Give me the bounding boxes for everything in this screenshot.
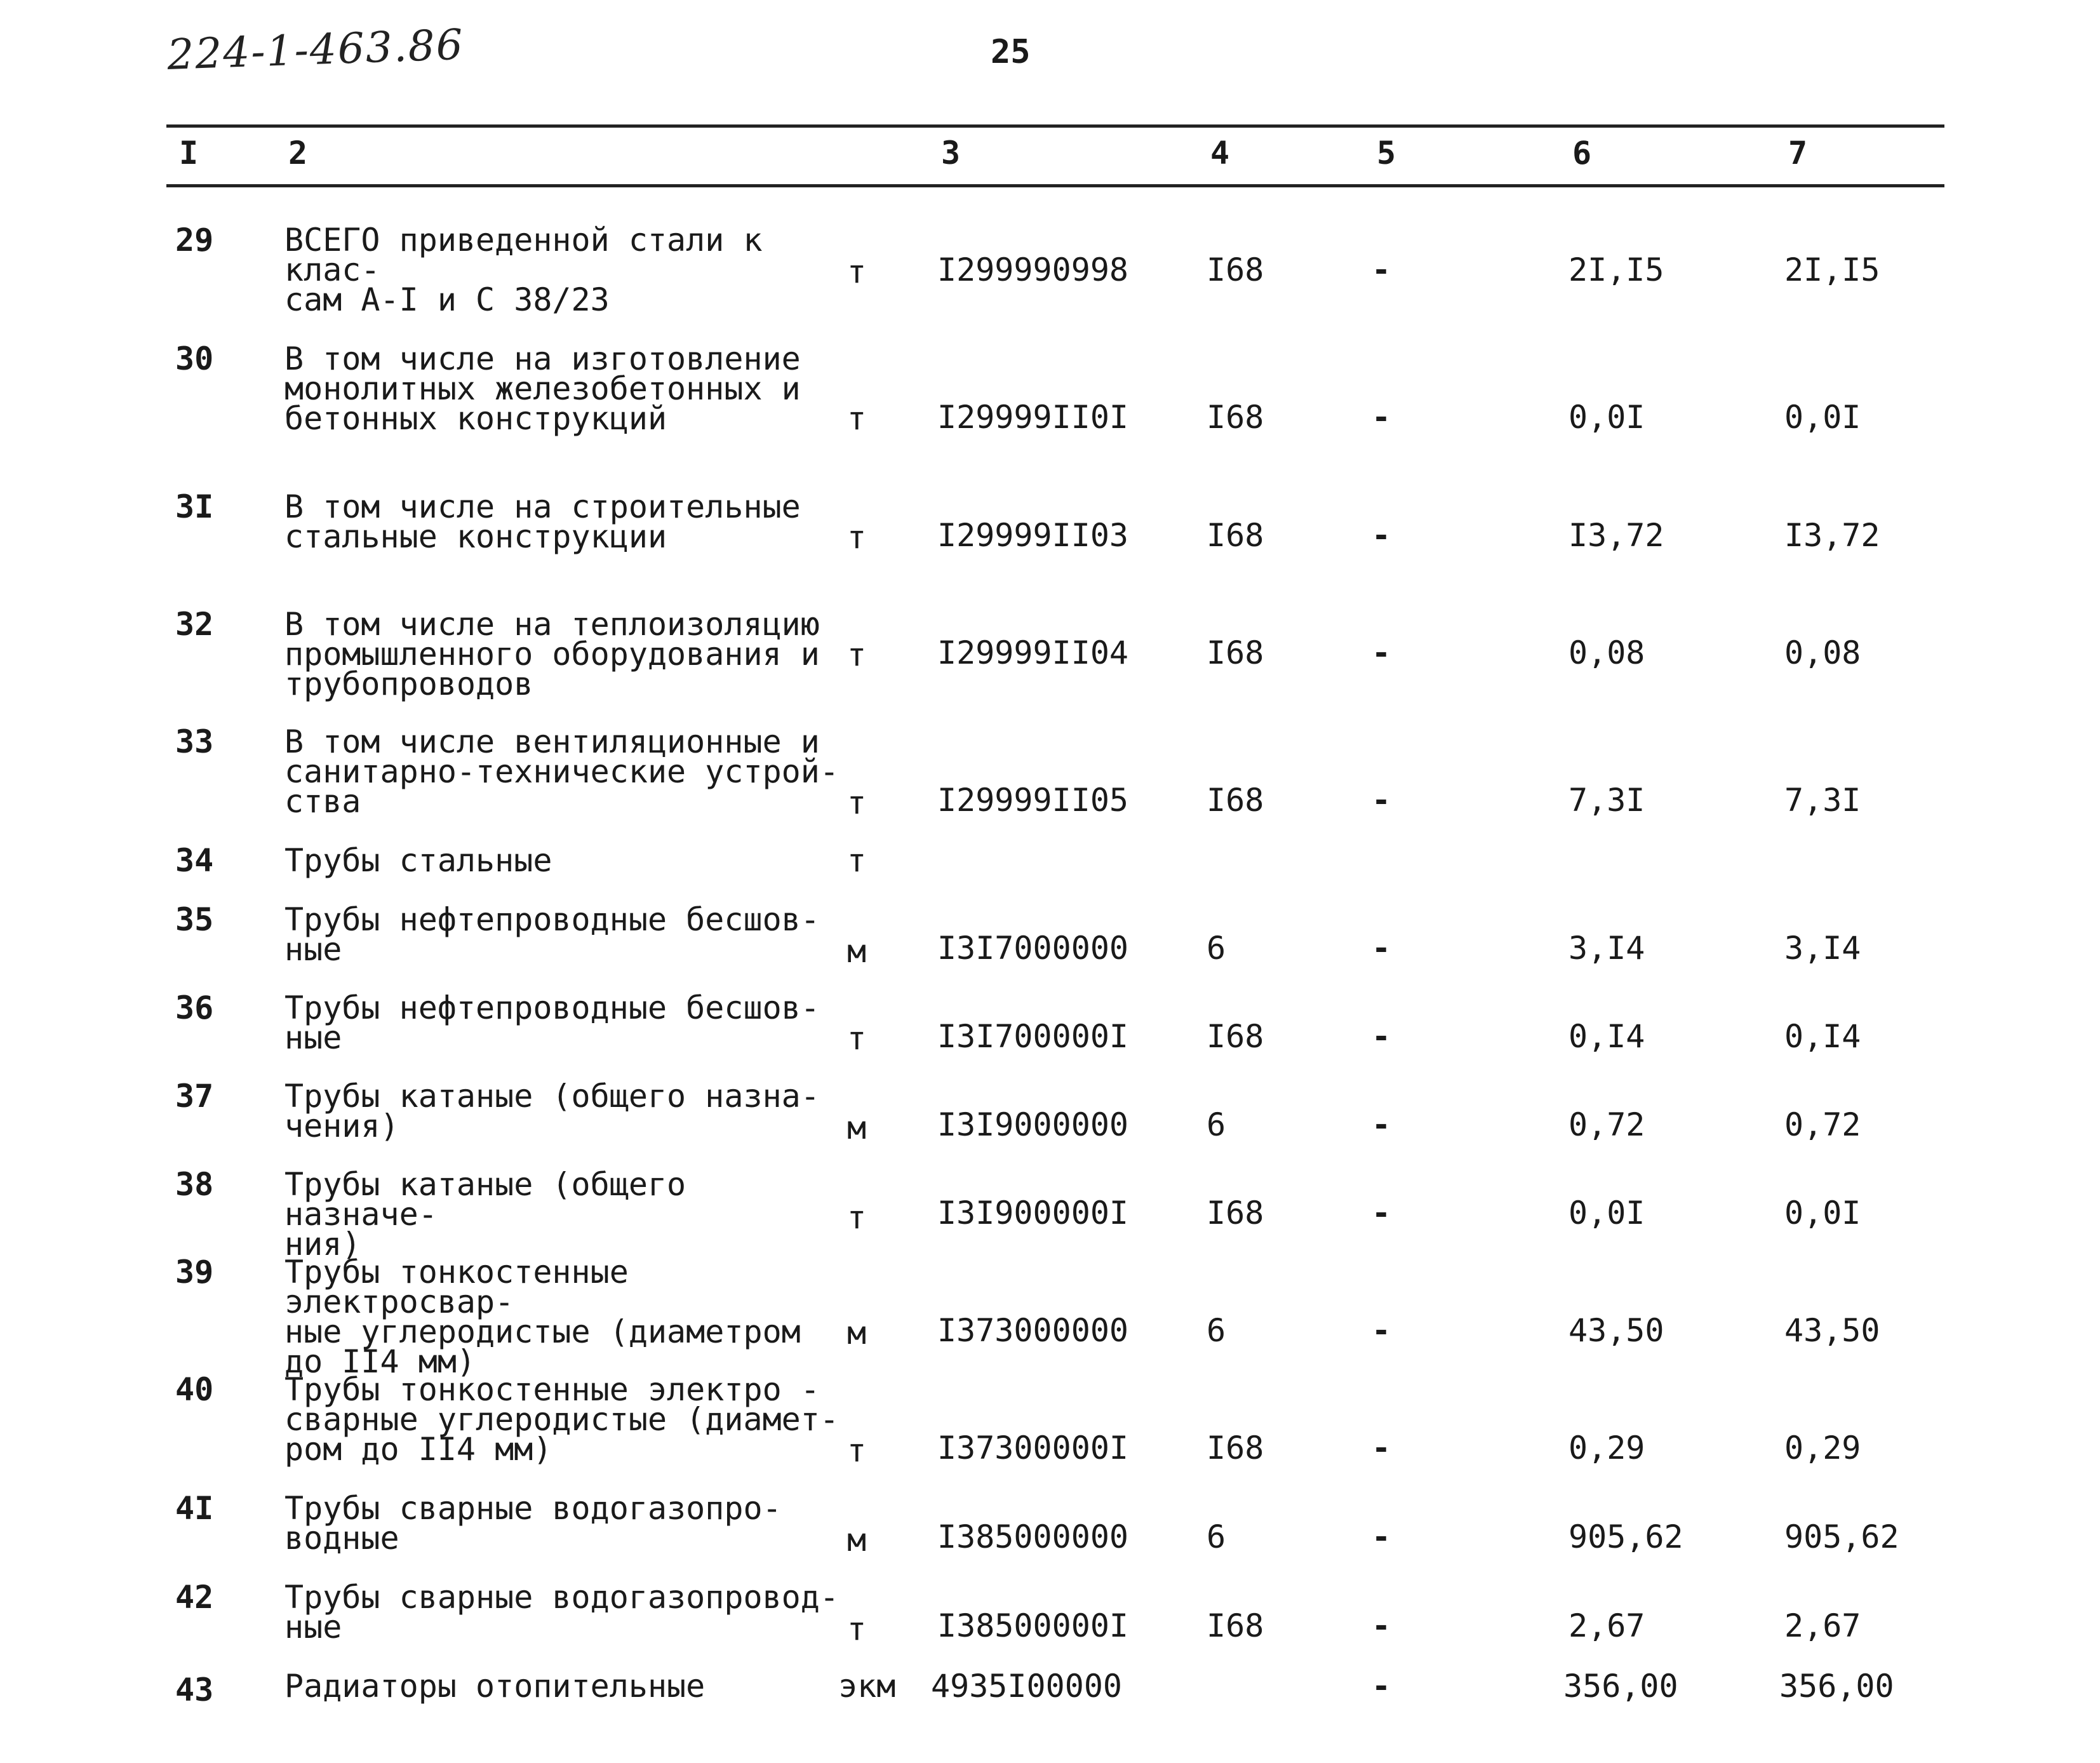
row-code: I299990998 [937, 251, 1129, 288]
row-number: 36 [175, 989, 214, 1026]
row-number: 33 [175, 723, 214, 760]
row-col-5: - [1372, 1106, 1391, 1143]
row-name: В том числе на строительные стальные конструкции [284, 488, 801, 555]
header-col-1: I [179, 135, 199, 171]
row-col-4: 6 [1207, 930, 1226, 967]
row-col-7: 905,62 [1784, 1518, 1899, 1555]
table-header [0, 135, 2100, 179]
row-col-7: 3,I4 [1784, 930, 1861, 967]
row-col-7: 0,72 [1784, 1106, 1861, 1143]
row-col-4: 6 [1207, 1106, 1226, 1143]
row-number: 32 [175, 606, 214, 643]
row-name: Трубы тонкостенные электро - сварные углеродистые (диамет- ром до II4 мм) [284, 1371, 839, 1468]
row-col-5: - [1372, 399, 1391, 436]
row-col-6: 0,72 [1568, 1106, 1645, 1143]
row-col-5: - [1372, 1430, 1391, 1466]
row-col-5: - [1372, 1018, 1391, 1055]
row-number: 29 [175, 222, 214, 258]
row-col-4: I68 [1207, 517, 1264, 554]
row-number: 3I [175, 488, 214, 525]
row-col-6: 356,00 [1563, 1668, 1678, 1705]
row-col-5: - [1372, 1668, 1391, 1705]
table-header-rule [166, 184, 1944, 187]
row-name: Трубы нефтепроводные бесшов- ные [284, 989, 820, 1056]
row-col-5: - [1372, 1195, 1391, 1231]
row-col-4: I68 [1207, 1195, 1264, 1231]
row-col-6: 0,0I [1568, 1195, 1645, 1231]
header-col-5: 5 [1377, 135, 1396, 171]
header-col-7: 7 [1788, 135, 1808, 171]
header-col-4: 4 [1210, 135, 1230, 171]
row-name: Трубы стальные [284, 842, 552, 879]
row-col-6: 7,3I [1568, 782, 1645, 819]
page-number: 25 [991, 33, 1031, 71]
row-unit: т [847, 1432, 867, 1469]
row-name: ВСЕГО приведенной стали к клас- сам А-I и С 38/23 [284, 222, 763, 318]
row-col-6: 0,I4 [1568, 1018, 1645, 1055]
row-code: I3I700000I [937, 1018, 1129, 1055]
row-col-5: - [1372, 1518, 1391, 1555]
row-name: Трубы тонкостенные электросвар- ные углеродистые (диаметром до II4 мм) [284, 1254, 801, 1380]
row-unit: т [847, 636, 867, 673]
row-col-7: 0,0I [1784, 399, 1861, 436]
row-col-7: 0,29 [1784, 1430, 1861, 1466]
row-name: Трубы катаные (общего назна- чения) [284, 1078, 820, 1144]
row-number: 34 [175, 842, 214, 879]
row-name: Радиаторы отопительные [284, 1668, 706, 1705]
row-unit: экм [838, 1668, 896, 1705]
row-code: I3I7000000 [937, 930, 1129, 967]
row-col-5: - [1372, 930, 1391, 967]
row-col-7: 0,08 [1784, 634, 1861, 671]
row-col-4: I68 [1207, 399, 1264, 436]
row-unit: т [847, 1020, 867, 1057]
row-number: 35 [175, 901, 214, 938]
row-col-6: I3,72 [1568, 517, 1664, 554]
row-name: В том числе на теплоизоляцию промышленного оборудования и трубопроводов [284, 606, 820, 702]
row-number: 38 [175, 1166, 214, 1203]
row-name: Трубы нефтепроводные бесшов- ные [284, 901, 820, 968]
row-name: Трубы сварные водогазопро- водные [284, 1490, 782, 1557]
row-code: I3I9000000 [937, 1106, 1129, 1143]
header-col-6: 6 [1572, 135, 1592, 171]
row-col-4: I68 [1207, 1430, 1264, 1466]
row-col-4: 6 [1207, 1312, 1226, 1349]
row-col-7: I3,72 [1784, 517, 1880, 554]
row-col-5: - [1372, 1607, 1391, 1644]
row-code: I38500000I [937, 1607, 1129, 1644]
row-col-5: - [1372, 251, 1391, 288]
row-col-4: I68 [1207, 634, 1264, 671]
row-name: В том числе на изготовление монолитных железобетонных и бетонных конструкций [284, 340, 801, 437]
row-unit: м [847, 1522, 867, 1559]
row-col-7: 7,3I [1784, 782, 1861, 819]
row-col-6: 43,50 [1568, 1312, 1664, 1349]
row-col-5: - [1372, 1312, 1391, 1349]
row-col-6: 0,08 [1568, 634, 1645, 671]
row-col-6: 2,67 [1568, 1607, 1645, 1644]
row-unit: т [847, 400, 867, 437]
row-number: 40 [175, 1371, 214, 1408]
row-unit: т [847, 253, 867, 290]
table-top-rule [166, 124, 1944, 128]
row-col-6: 3,I4 [1568, 930, 1645, 967]
row-code: I37300000I [937, 1430, 1129, 1466]
row-code: I29999II0I [937, 399, 1129, 436]
row-col-7: 0,I4 [1784, 1018, 1861, 1055]
row-code: I29999II05 [937, 782, 1129, 819]
row-code: 4935I00000 [931, 1668, 1123, 1705]
row-number: 39 [175, 1254, 214, 1290]
row-col-4: I68 [1207, 782, 1264, 819]
row-code: I29999II03 [937, 517, 1129, 554]
row-col-6: 0,0I [1568, 399, 1645, 436]
row-col-5: - [1372, 517, 1391, 554]
row-unit: м [847, 1109, 867, 1146]
row-col-7: 2I,I5 [1784, 251, 1880, 288]
row-unit: т [847, 1199, 867, 1236]
row-number: 43 [175, 1672, 214, 1708]
row-col-6: 0,29 [1568, 1430, 1645, 1466]
row-col-7: 0,0I [1784, 1195, 1861, 1231]
row-unit: т [847, 519, 867, 556]
row-col-5: - [1372, 634, 1391, 671]
row-number: 37 [175, 1078, 214, 1115]
row-col-4: I68 [1207, 251, 1264, 288]
row-code: I29999II04 [937, 634, 1129, 671]
row-col-4: I68 [1207, 1018, 1264, 1055]
row-col-7: 2,67 [1784, 1607, 1861, 1644]
row-unit: м [847, 933, 867, 970]
row-code: I385000000 [937, 1518, 1129, 1555]
header-col-2: 2 [288, 135, 308, 171]
row-col-7: 43,50 [1784, 1312, 1880, 1349]
row-code: I3I900000I [937, 1195, 1129, 1231]
row-name: Трубы катаные (общего назначе- ния) [284, 1166, 686, 1263]
row-code: I373000000 [937, 1312, 1129, 1349]
row-unit: т [847, 842, 867, 879]
row-number: 30 [175, 340, 214, 377]
document-code: 224-1-463.86 [166, 20, 465, 79]
row-unit: т [847, 1611, 867, 1647]
row-unit: м [847, 1315, 867, 1351]
row-col-5: - [1372, 782, 1391, 819]
row-unit: т [847, 784, 867, 821]
row-number: 42 [175, 1579, 214, 1616]
row-number: 4I [175, 1490, 214, 1527]
row-col-7: 356,00 [1779, 1668, 1894, 1705]
header-col-3: 3 [941, 135, 961, 171]
row-col-4: I68 [1207, 1607, 1264, 1644]
row-name: В том числе вентиляционные и санитарно-технические устрой- ства [284, 723, 839, 820]
row-col-6: 2I,I5 [1568, 251, 1664, 288]
row-col-4: 6 [1207, 1518, 1226, 1555]
row-col-6: 905,62 [1568, 1518, 1683, 1555]
row-name: Трубы сварные водогазопровод- ные [284, 1579, 839, 1646]
